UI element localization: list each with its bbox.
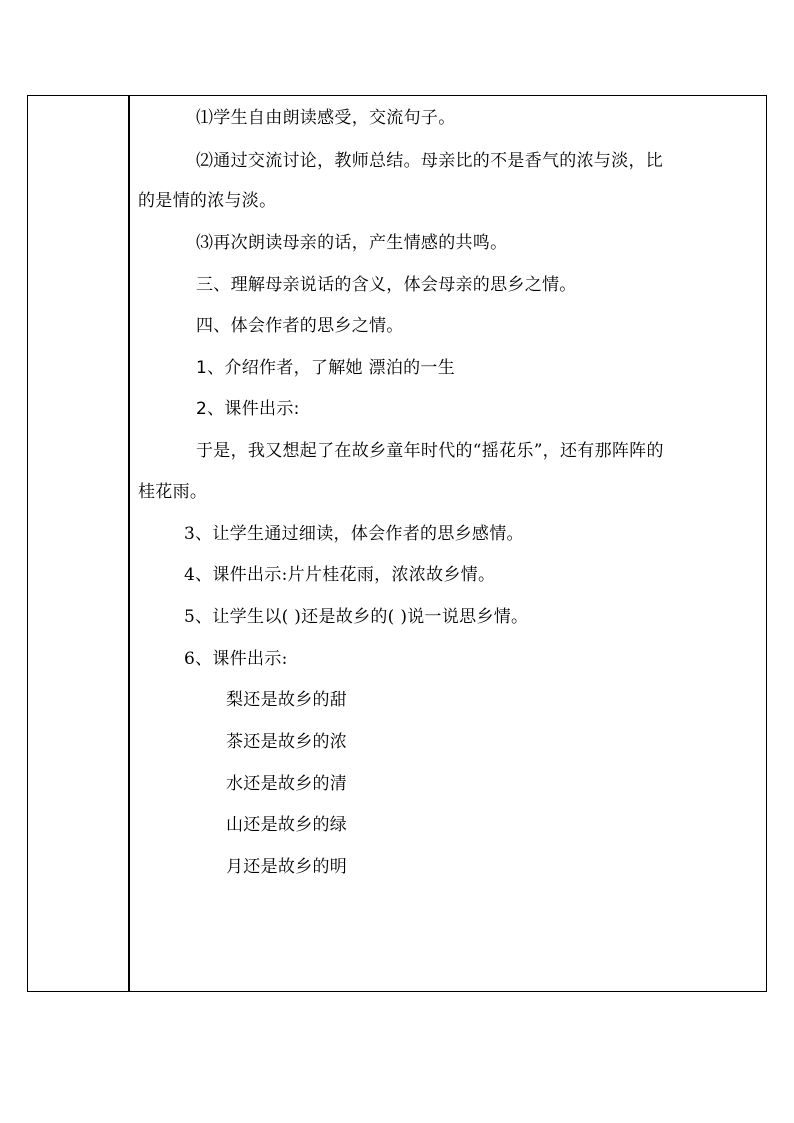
text-line-3: 的是情的浓与淡。 xyxy=(138,191,277,211)
text-line-4: ⑶再次朗读母亲的话，产生情感的共鸣。 xyxy=(196,233,508,253)
poem-line-1: 梨还是故乡的甜 xyxy=(226,690,348,710)
poem-line-2: 茶还是故乡的浓 xyxy=(226,732,348,752)
text-line-14: 6、课件出示: xyxy=(184,649,288,669)
text-line-6: 四、体会作者的思乡之情。 xyxy=(196,316,404,336)
text-line-12: 4、课件出示:片片桂花雨，浓浓故乡情。 xyxy=(184,565,496,585)
text-line-11: 3、让学生通过细读，体会作者的思乡感情。 xyxy=(184,524,524,544)
text-line-10: 桂花雨。 xyxy=(138,482,208,502)
text-line-1: ⑴学生自由朗读感受，交流句子。 xyxy=(196,108,456,128)
text-line-13: 5、让学生以( )还是故乡的( )说一说思乡情。 xyxy=(184,607,529,627)
text-line-9: 于是，我又想起了在故乡童年时代的“摇花乐”，还有那阵阵的 xyxy=(196,441,664,461)
text-line-5: 三、理解母亲说话的含义，体会母亲的思乡之情。 xyxy=(196,275,577,295)
poem-line-4: 山还是故乡的绿 xyxy=(226,815,348,835)
poem-line-3: 水还是故乡的清 xyxy=(226,774,348,794)
text-line-8: 2、课件出示: xyxy=(196,399,300,419)
text-line-7: 1、介绍作者，了解她 漂泊的一生 xyxy=(196,358,456,378)
poem-line-5: 月还是故乡的明 xyxy=(226,857,348,877)
text-line-2: ⑵通过交流讨论，教师总结。母亲比的不是香气的浓与淡，比 xyxy=(196,151,664,171)
column-divider xyxy=(128,96,130,991)
